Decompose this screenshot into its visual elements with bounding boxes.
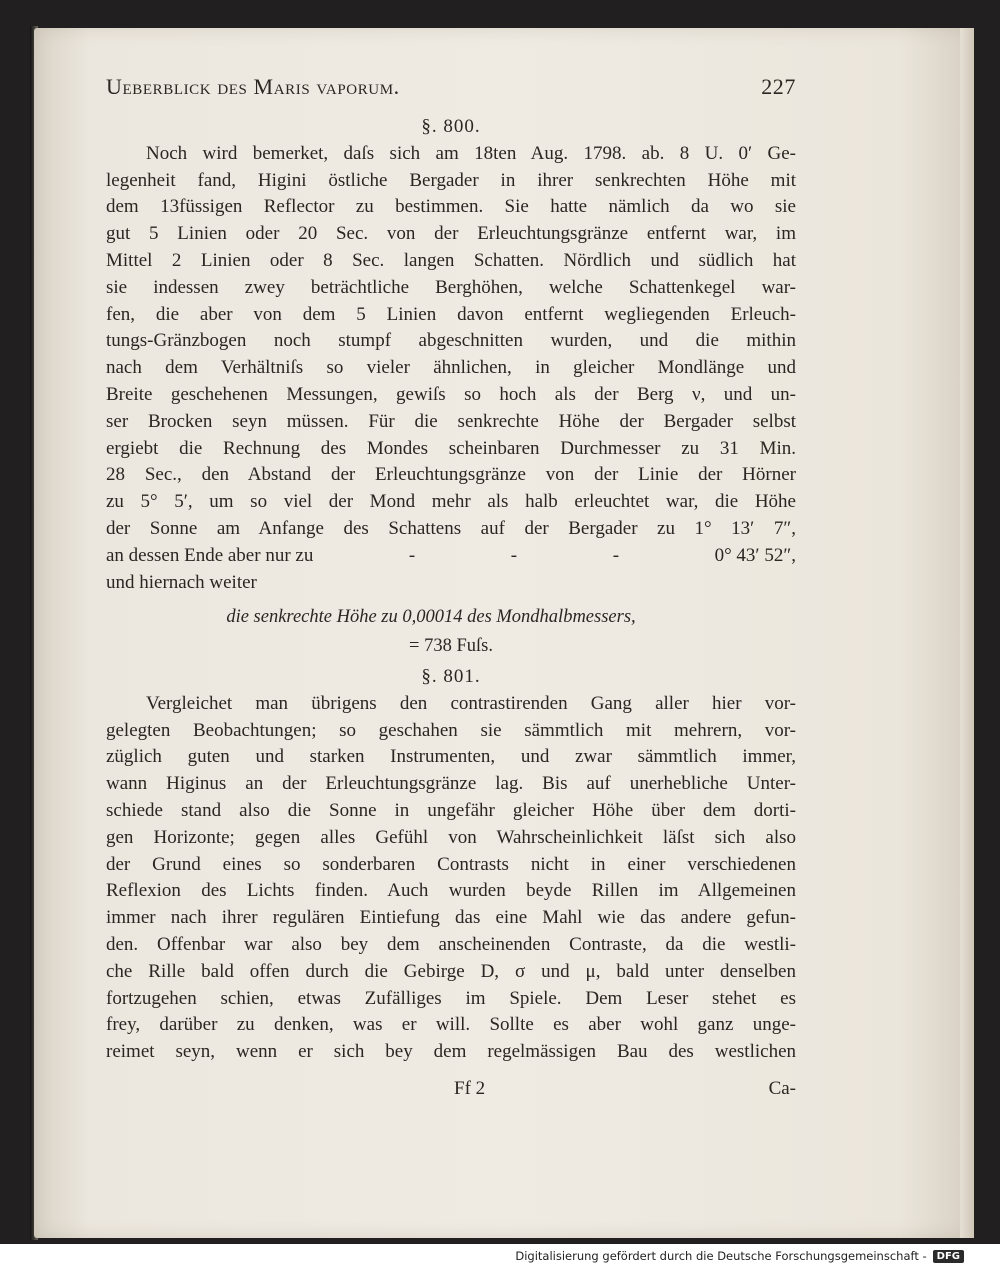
text-line: gut 5 Linien oder 20 Sec. von der Erleuchtungsgränze entfernt war, im (106, 223, 796, 245)
page-number: 227 (761, 74, 796, 99)
text-line: Breite geschehenen Messungen, gewiſs so hoch als der Berg ν, und un- (106, 383, 796, 405)
line-end-dash-1: - (408, 544, 416, 566)
text-line: tungs-Gränzbogen noch stumpf abgeschnitten wurden, und die mithin (106, 330, 796, 352)
text-line: gen Horizonte; gegen alles Gefühl von Wahrscheinlichkeit läſst sich also (106, 826, 796, 848)
text-line: frey, darüber zu denken, was er will. Sollte es aber wohl ganz unge- (106, 1014, 796, 1036)
text-line: schiede stand also die Sonne in ungefähr gleicher Höhe über dem dorti- (106, 799, 796, 821)
text-line: reimet seyn, wenn er sich bey dem regelmässigen Bau des westlichen (106, 1041, 796, 1063)
digitization-credit (515, 1246, 964, 1266)
running-header (106, 68, 796, 110)
text-line: den. Offenbar war also bey dem anscheinenden Contraste, da die westli- (106, 933, 796, 955)
text-line: züglich guten und starken Instrumenten, und zwar sämmtlich immer, (106, 746, 796, 768)
text-line: nach dem Verhältniſs so vieler ähnlichen, in gleicher Mondlänge und (106, 357, 796, 379)
line-end-value: 0° 43′ 52″, (714, 544, 796, 566)
text-line: Mittel 2 Linien oder 8 Sec. langen Schatten. Nördlich und südlich hat (106, 249, 796, 271)
line-weiter: und hiernach weiter (106, 571, 257, 593)
text-line: ser Brocken seyn müssen. Für die senkrechte Höhe der Bergader selbst (106, 410, 796, 432)
line-end-dash-3: - (612, 544, 620, 566)
section-heading-801: §. 801. (421, 665, 481, 687)
text-line: der Grund eines so sonderbaren Contrasts nicht in einer verschiedenen (106, 853, 796, 875)
page-footer (106, 1076, 796, 1106)
text-line: gelegten Beobachtungen; so geschahen sie sämmtlich mit mehrern, vor- (106, 719, 796, 741)
text-line: der Sonne am Anfange des Schattens auf der Bergader zu 1° 13′ 7″, (106, 517, 796, 539)
formula-height: die senkrechte Höhe zu 0,00014 des Mondhalbmessers, (226, 607, 636, 628)
line-end-values (106, 543, 796, 570)
dfg-logo: DFG (933, 1250, 964, 1263)
text-line: Noch wird bemerket, daſs sich am 18ten Aug. 1798. ab. 8 U. 0′ Ge- (146, 142, 796, 164)
text-line: legenheit fand, Higini östliche Bergader in ihrer senkrechten Höhe mit (106, 169, 796, 191)
paragraph-801 (106, 691, 796, 1066)
section-heading-800: §. 800. (421, 116, 481, 137)
text-line: dem 13füssigen Reflector zu bestimmen. Sie hatte nämlich da wo sie (106, 196, 796, 218)
text-line: 28 Sec., den Abstand der Erleuchtungsgränze von der Linie der Hörner (106, 464, 796, 486)
line-end-dash-2: - (510, 544, 518, 566)
line-end-text: an dessen Ende aber nur zu (106, 544, 314, 566)
text-line: sie indessen zwey beträchtliche Berghöhen, welche Schattenkegel war- (106, 276, 796, 298)
formula-result: = 738 Fuſs. (409, 636, 493, 657)
running-title: Ueberblick des Maris vaporum. (106, 74, 400, 99)
signature-mark: Ff 2 (454, 1077, 486, 1099)
text-line: Vergleichet man übrigens den contrastirenden Gang aller hier vor- (146, 692, 796, 714)
text-line: che Rille bald offen durch die Gebirge D, σ und μ, bald unter denselben (106, 960, 796, 982)
text-line: Reflexion des Lichts finden. Auch wurden beyde Rillen im Allgemeinen (106, 880, 796, 902)
text-line: immer nach ihrer regulären Eintiefung das eine Mahl wie das andere gefun- (106, 907, 796, 929)
page-text (106, 68, 796, 1106)
text-line: fortzugehen schien, etwas Zufälliges im Spiele. Dem Leser stehet es (106, 987, 796, 1009)
text-line: fen, die aber von dem 5 Linien davon entfernt wegliegenden Erleuch- (106, 303, 796, 325)
paragraph-800 (106, 141, 796, 543)
text-line: ergiebt die Rechnung des Mondes scheinbaren Durchmesser zu 31 Min. (106, 437, 796, 459)
text-line: zu 5° 5′, um so viel der Mond mehr als halb erleuchtet war, die Höhe (106, 491, 796, 513)
page-edge (960, 28, 974, 1238)
book-page (34, 28, 974, 1238)
credit-text: Digitalisierung gefördert durch die Deutsche Forschungsgemeinschaft - (515, 1249, 927, 1263)
text-line: wann Higinus an der Erleuchtungsgränze lag. Bis auf unerhebliche Unter- (106, 773, 796, 795)
catchword: Ca- (768, 1077, 796, 1099)
